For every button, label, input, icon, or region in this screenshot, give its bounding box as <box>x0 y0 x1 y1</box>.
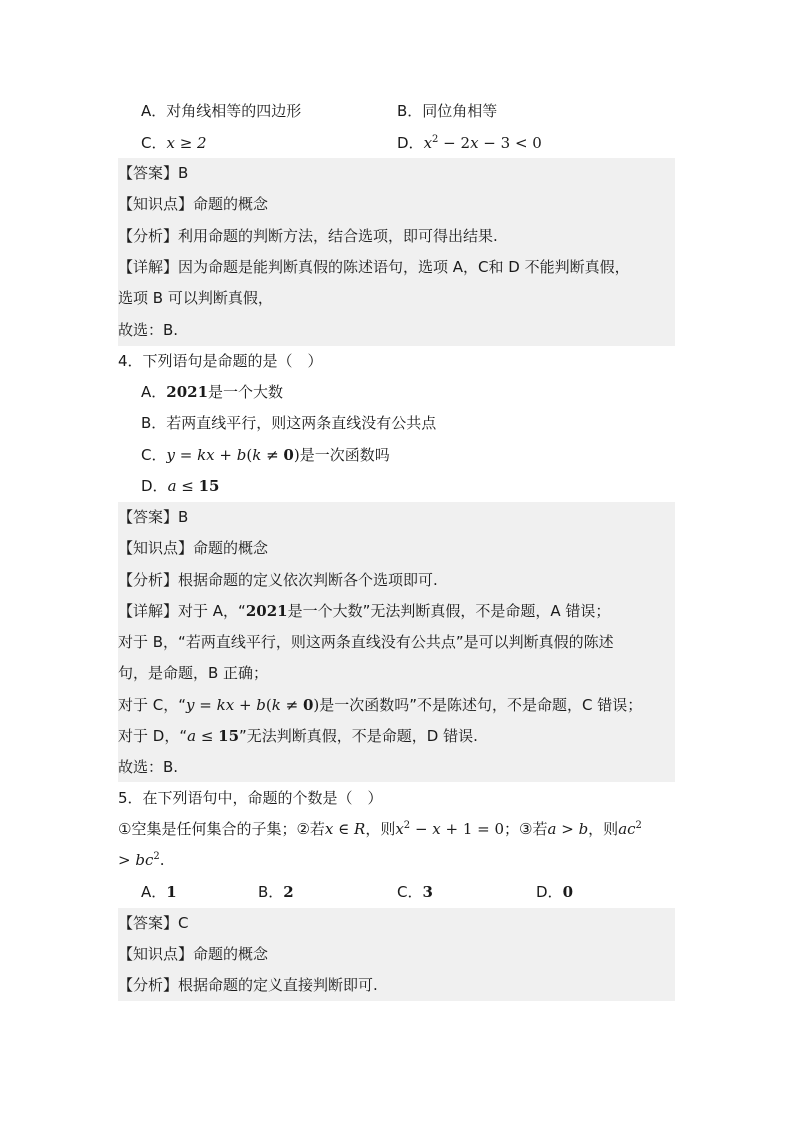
q4-detail-b-cont: 句，是命题，B 正确； <box>118 664 269 682</box>
q5-statements: ①空集是任何集合的子集；②若x ∈ R，则$x^2 - x + 1 = 0$；③若a > b，则$ac^2$ <box>118 820 642 838</box>
q3-option-d <box>397 128 542 159</box>
q4-detail: 【详解】对于 A，“2021是一个大数”无法判断真假，不是命题，A 错误； <box>118 602 611 620</box>
q4-stem: 4．下列语句是命题的是（ ） <box>118 352 323 370</box>
q4-option-c: C．y = kx + b(k ≠ 0)是一次函数吗 <box>141 446 390 464</box>
q4-conclusion: 故选：B. <box>118 758 179 776</box>
q3-option-a: A．对角线相等的四边形 <box>141 102 302 120</box>
q5-statements-cont: > $bc^2$. <box>118 851 165 869</box>
q4-detail-b: 对于 B，“若两直线平行，则这两条直线没有公共点”是可以判断真假的陈述 <box>118 633 614 651</box>
q3-conclusion: 故选：B. <box>118 321 179 339</box>
q4-option-a: A．2021是一个大数 <box>141 383 284 401</box>
q5-option-d: D．0 <box>536 883 573 901</box>
q3-option-c-math: x ≥ 2 <box>166 134 207 152</box>
q5-knowledge: 【知识点】命题的概念 <box>118 945 269 963</box>
q5-answer: 【答案】C <box>118 914 189 932</box>
q3-option-c-label: C． <box>141 134 167 152</box>
q3-option-c <box>141 128 207 159</box>
q4-option-d: D．a ≤ 15 <box>141 477 220 495</box>
q3-analysis: 【分析】利用命题的判断方法，结合选项，即可得出结果. <box>118 227 498 245</box>
q4-detail-d: 对于 D，“a ≤ 15”无法判断真假，不是命题，D 错误. <box>118 727 478 745</box>
q3-option-b: B．同位角相等 <box>397 102 498 120</box>
q3-knowledge: 【知识点】命题的概念 <box>118 195 269 213</box>
q5-option-b: B．2 <box>258 883 294 901</box>
q4-option-c-math: y = kx + b(k ≠ 0) <box>166 446 300 464</box>
q5-analysis: 【分析】根据命题的定义直接判断即可. <box>118 976 378 994</box>
q3-detail: 【详解】因为命题是能判断真假的陈述语句，选项 A，C和 D 不能判断真假， <box>118 258 630 276</box>
q3-option-d-math: $x^2 - 2x - 3 < 0$ <box>423 134 542 152</box>
q3-answer: 【答案】B <box>118 164 189 182</box>
q4-analysis: 【分析】根据命题的定义依次判断各个选项即可. <box>118 571 438 589</box>
q4-option-b: B．若两直线平行，则这两条直线没有公共点 <box>141 414 437 432</box>
q3-detail-cont: 选项 B 可以判断真假， <box>118 289 273 307</box>
q4-knowledge: 【知识点】命题的概念 <box>118 539 269 557</box>
q5-stem: 5．在下列语句中，命题的个数是（ ） <box>118 789 383 807</box>
q3-option-d-label: D． <box>397 134 424 152</box>
q4-option-d-math: a ≤ 15 <box>167 477 220 495</box>
q4-answer: 【答案】B <box>118 508 189 526</box>
q5-option-c: C．3 <box>397 883 433 901</box>
q5-option-a: A．1 <box>141 883 177 901</box>
q4-detail-c: 对于 C，“y = kx + b(k ≠ 0)是一次函数吗”不是陈述句，不是命题，C 错误； <box>118 696 643 714</box>
